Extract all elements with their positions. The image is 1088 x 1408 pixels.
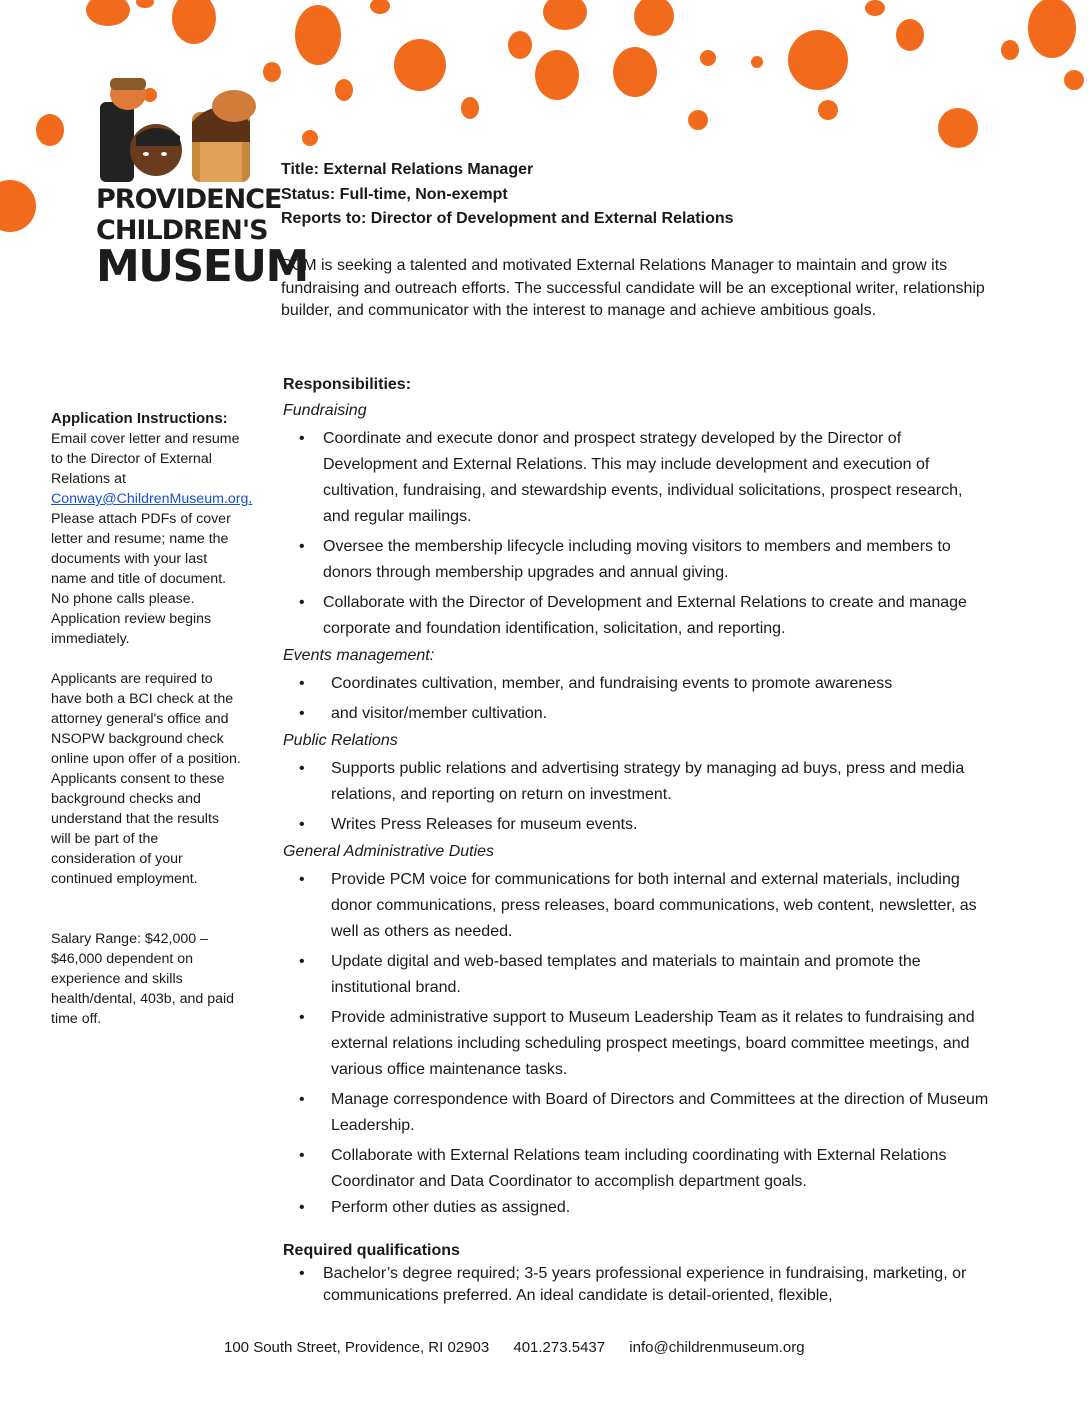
- list-item: • Provide administrative support to Museum Leadership Team as it relates to fundraising and external relations including scheduling prospect meetings, board committee meetings, and various office maintenance tasks.: [283, 1005, 993, 1083]
- list-item: • Writes Press Releases for museum events.: [283, 812, 993, 838]
- list-item: • Provide PCM voice for communications for both internal and external materials, including donor communications, press releases, board communications, web content, newsletter, as well as others as needed.: [283, 867, 993, 945]
- logo-wordmark: PROVIDENCE CHILDREN'S MUSEUM: [96, 184, 308, 292]
- fundraising-subheading: Fundraising: [283, 402, 367, 419]
- footer-email: info@childrenmuseum.org: [629, 1339, 805, 1356]
- events-subheading: Events management:: [283, 647, 435, 664]
- email-link[interactable]: Conway@ChildrenMuseum.org.: [51, 491, 253, 507]
- job-reports-to: Reports to: Director of Development and External Relations: [281, 210, 734, 227]
- salary-paragraph: Salary Range: $42,000 – $46,000 dependent on experience and skills health/dental, 403b, and paid time off.: [51, 931, 235, 1027]
- list-item: • Manage correspondence with Board of Directors and Committees at the direction of Museum Leadership.: [283, 1087, 993, 1139]
- job-title: Title: External Relations Manager: [281, 161, 534, 178]
- job-status: Status: Full-time, Non-exempt: [281, 185, 508, 203]
- list-item: • Perform other duties as assigned.: [283, 1195, 993, 1221]
- main-content: [283, 373, 993, 1307]
- list-item: • Coordinates cultivation, member, and fundraising events to promote awareness: [283, 671, 993, 697]
- responsibilities-heading: Responsibilities:: [283, 376, 412, 393]
- instructions-paragraph: Email cover letter and resume to the Director of External Relations at Conway@ChildrenMuseum.org. Please attach PDFs of cover letter and resume; name the documents with your last name and title of document. No phone calls please. Application review begins immediately.: [51, 431, 253, 647]
- job-header: [281, 158, 734, 232]
- list-item: • Bachelor’s degree required; 3-5 years professional experience in fundraising, marketing, or communications preferred. An ideal candidate is detail-oriented, flexible,: [283, 1263, 993, 1307]
- admin-subheading: General Administrative Duties: [283, 843, 495, 860]
- footer-address: 100 South Street, Providence, RI 02903: [224, 1339, 490, 1356]
- intro-paragraph: PCM is seeking a talented and motivated External Relations Manager to maintain and grow its fundraising and outreach efforts. The successful candidate will be an exceptional writer, relationship builder, and communicator with the interest to manage and achieve ambitious goals.: [281, 257, 985, 319]
- application-sidebar: [51, 409, 253, 1029]
- list-item: • Supports public relations and advertising strategy by managing ad buys, press and media relations, and reporting on return on investment.: [283, 756, 993, 808]
- list-item: • and visitor/member cultivation.: [283, 701, 993, 727]
- public-relations-list: [283, 756, 993, 838]
- public-relations-subheading: Public Relations: [283, 732, 398, 749]
- qualifications-heading: Required qualifications: [283, 1242, 460, 1259]
- fundraising-list: [283, 426, 993, 642]
- sidebar-heading: Application Instructions:: [51, 410, 228, 427]
- list-item: • Collaborate with the Director of Development and External Relations to create and manage corporate and foundation identification, solicitation, and reporting.: [283, 590, 993, 642]
- list-item: • Update digital and web-based templates and materials to maintain and promote the institutional brand.: [283, 949, 993, 1001]
- qualifications-list: [283, 1263, 993, 1307]
- footer: [224, 1339, 825, 1356]
- admin-list: [283, 867, 993, 1221]
- list-item: • Collaborate with External Relations team including coordinating with External Relations Coordinator and Data Coordinator to accomplish department goals.: [283, 1143, 993, 1195]
- museum-logo: [96, 72, 308, 302]
- children-illustration-icon: [96, 72, 266, 184]
- footer-phone: 401.273.5437: [513, 1339, 606, 1356]
- background-check-paragraph: Applicants are required to have both a BCI check at the attorney general's office and NSOPW background check online upon offer of a position. Applicants consent to these background checks and understand that the results will be part of the consideration of your continued employment.: [51, 671, 241, 887]
- events-list: [283, 671, 993, 727]
- list-item: • Oversee the membership lifecycle including moving visitors to members and members to donors through membership upgrades and annual giving.: [283, 534, 993, 586]
- list-item: • Coordinate and execute donor and prospect strategy developed by the Director of Development and External Relations. This may include development and execution of cultivation, fundraising, and stewardship events, individual solicitations, prospect research, and regular mailings.: [283, 426, 993, 530]
